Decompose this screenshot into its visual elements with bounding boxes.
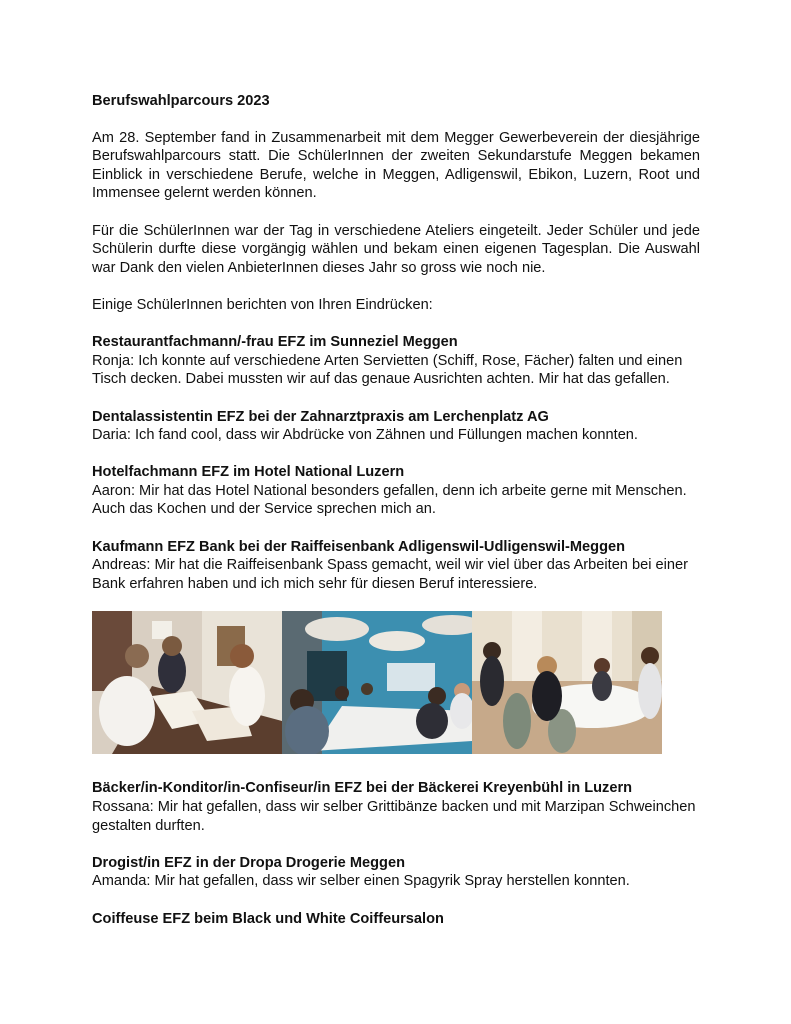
section-coiffeuse — [92, 910, 700, 929]
section-title: Coiffeuse EFZ beim Black und White Coiffeursalon — [92, 910, 444, 927]
section-title: Kaufmann EFZ Bank bei der Raiffeisenbank Adligenswil-Udligenswil-Meggen — [92, 538, 626, 555]
intro-paragraph-1: Am 28. September fand in Zusammenarbeit mit dem Megger Gewerbeverein der diesjährige Berufswahlparcours statt. Die SchülerInnen der zweiten Sekundarstufe Meggen bekamen Einblick in verschiedene Berufe, welche in Meggen, Adligenswil, Ebikon, Luzern, Root und Immensee gelernt werden können. — [92, 129, 700, 202]
section-text: Ronja: Ich konnte auf verschiedene Arten Servietten (Schiff, Rose, Fächer) falten und einen Tisch decken. Dabei mussten wir auf das genaue Ausrichten achten. Mir hat das gefallen. — [92, 352, 683, 388]
intro-paragraph-2: Für die SchülerInnen war der Tag in verschiedene Ateliers eingeteilt. Jeder Schüler und jede Schülerin durfte diese vorgängig wählen und bekam einen eigenen Tagesplan. Die Auswahl war Dank den vielen AnbieterInnen dieses Jahr so gross wie noch nie. — [92, 222, 700, 276]
section-title: Hotelfachmann EFZ im Hotel National Luzern — [92, 464, 405, 481]
section-title: Dentalassistentin EFZ bei der Zahnarztpraxis am Lerchenplatz AG — [92, 408, 549, 425]
section-title: Restaurantfachmann/-frau EFZ im Sunneziel Meggen — [92, 334, 458, 351]
document-page — [92, 92, 700, 928]
section-baker — [92, 779, 700, 835]
section-text: Daria: Ich fand cool, dass wir Abdrücke von Zähnen und Füllungen machen konnten. — [92, 427, 638, 444]
section-text: Aaron: Mir hat das Hotel National besonders gefallen, denn ich arbeite gerne mit Menschen. Auch das Kochen und der Service sprechen mich an. — [92, 482, 687, 518]
section-text: Amanda: Mir hat gefallen, dass wir selber einen Spagyrik Spray herstellen konnten. — [92, 873, 630, 890]
document-title: Berufswahlparcours 2023 — [92, 93, 270, 109]
section-drogist — [92, 854, 700, 891]
section-dental — [92, 408, 700, 445]
section-hotel — [92, 463, 700, 519]
section-restaurant — [92, 333, 700, 389]
intro-paragraph-3: Einige SchülerInnen berichten von Ihren Eindrücken: — [92, 296, 433, 313]
section-text: Rossana: Mir hat gefallen, dass wir selber Grittibänze backen und mit Marzipan Schweinchen gestalten durften. — [92, 799, 696, 834]
section-text: Andreas: Mir hat die Raiffeisenbank Spass gemacht, weil wir viel über das Arbeiten bei einer Bank erfahren haben und ich mich sehr für diesen Beruf interessiere. — [92, 557, 688, 592]
photo-napkin-folding — [92, 611, 282, 754]
photo-bank-meeting — [282, 611, 472, 754]
photo-strip — [92, 611, 700, 754]
photo-hotel-table — [472, 611, 662, 754]
section-title: Drogist/in EFZ in der Dropa Drogerie Meggen — [92, 854, 405, 871]
section-title: Bäcker/in-Konditor/in-Confiseur/in EFZ bei der Bäckerei Kreyenbühl in Luzern — [92, 780, 633, 797]
section-bank — [92, 538, 700, 594]
